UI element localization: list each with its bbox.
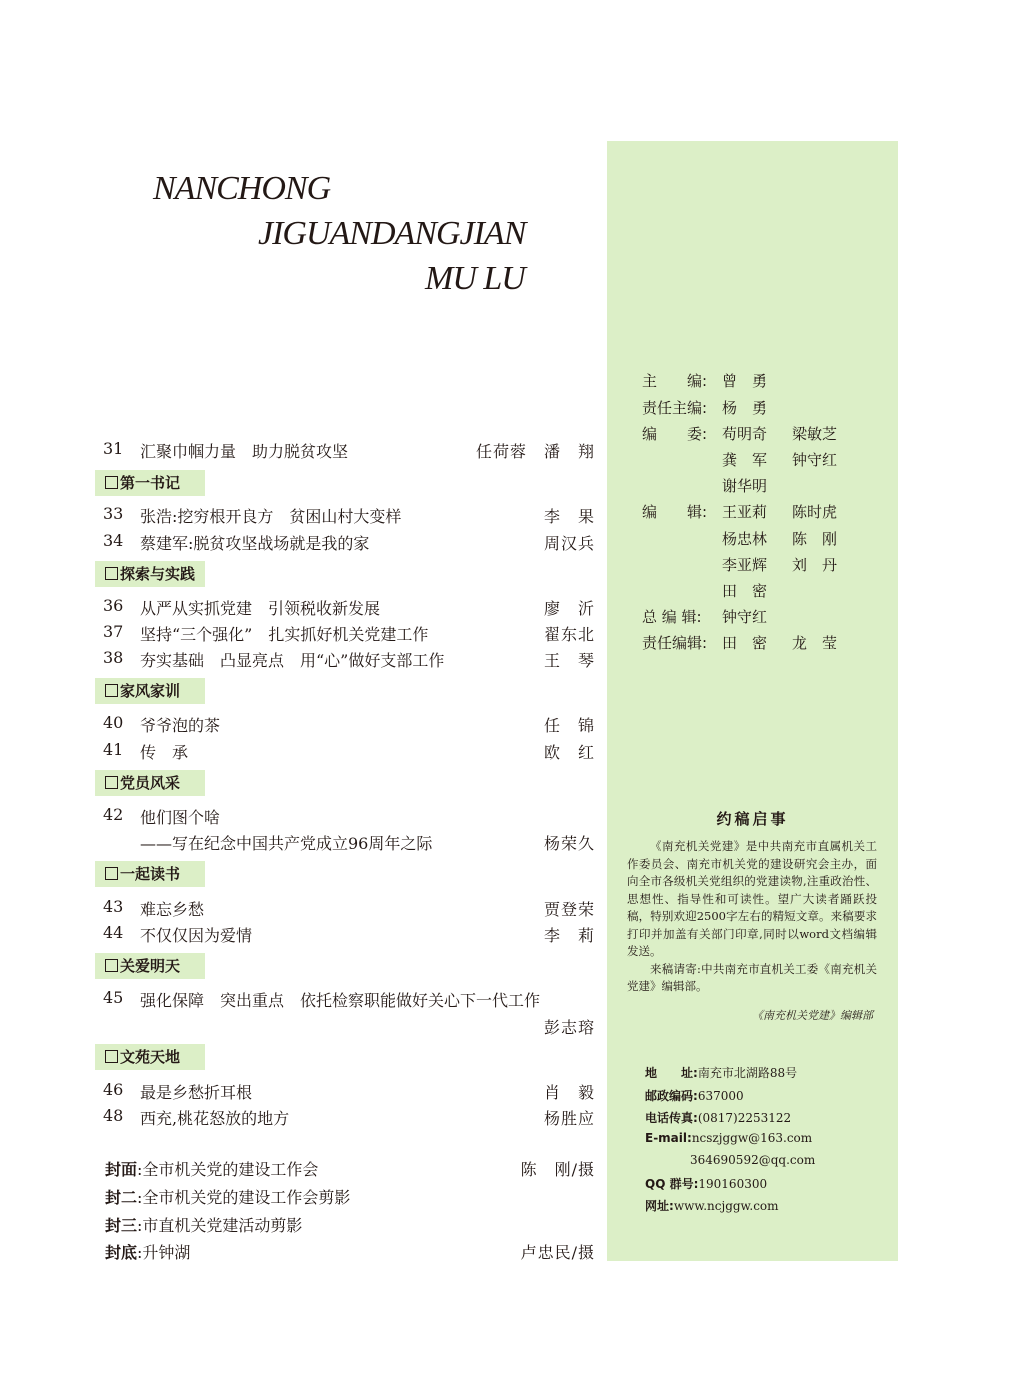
contact-value: (0817)2253122	[697, 1111, 792, 1125]
toc-author: 王 琴	[543, 651, 595, 670]
toc-entry-subtitle[interactable]	[103, 831, 595, 853]
credit-name: 谢华明	[722, 477, 768, 495]
toc-author: 李 果	[543, 507, 595, 526]
square-icon	[105, 567, 118, 580]
cover-author: 卢忠民/摄	[520, 1243, 595, 1262]
toc-author: 杨荣久	[543, 834, 595, 853]
toc-page: 36	[103, 596, 124, 615]
cover-author: 陈 刚/摄	[520, 1160, 595, 1179]
contact-value: 190160300	[698, 1177, 768, 1191]
contact-qq	[645, 1175, 767, 1192]
credit-row	[642, 554, 838, 574]
contact-value: www.ncjggw.com	[673, 1199, 779, 1213]
credit-name: 陈时虎	[792, 503, 838, 521]
toc-entry-author-line[interactable]	[103, 1015, 595, 1037]
cover-text: 全市机关党的建设工作会剪影	[142, 1188, 351, 1207]
toc-author: 李 莉	[543, 926, 595, 945]
contact-label: 邮政编码:	[645, 1089, 698, 1103]
toc-page: 46	[103, 1080, 124, 1099]
toc-page: 34	[103, 531, 124, 550]
toc-entry[interactable]	[103, 897, 595, 919]
section-heading	[95, 678, 205, 704]
toc-entry[interactable]	[103, 531, 595, 553]
section-label: 党员风采	[120, 774, 181, 792]
credit-name: 田 密	[722, 634, 768, 652]
credit-name: 刘 丹	[792, 556, 838, 574]
cover-label: 封底	[105, 1243, 138, 1262]
credit-row	[642, 475, 768, 495]
title-line-1: NANCHONG	[153, 170, 331, 207]
credit-row	[642, 632, 838, 653]
section-heading	[95, 861, 205, 887]
toc-page: 48	[103, 1106, 124, 1125]
toc-author: 彭志瑢	[543, 1018, 595, 1037]
square-icon	[105, 476, 118, 489]
credit-name: 王亚莉	[722, 503, 768, 521]
cover-text: 全市机关党的建设工作会	[142, 1160, 319, 1179]
cover-label: 封三	[105, 1216, 138, 1235]
contact-address	[645, 1064, 797, 1081]
toc-author: 杨胜应	[543, 1109, 595, 1128]
credit-row	[642, 370, 768, 391]
toc-page: 33	[103, 504, 124, 523]
credit-label: 编 辑:	[642, 503, 708, 521]
square-icon	[105, 867, 118, 880]
credit-label: 主 编:	[642, 372, 708, 390]
credit-row	[642, 580, 768, 600]
section-label: 一起读书	[120, 865, 181, 883]
credit-name: 曾 勇	[722, 372, 768, 390]
credit-label: 责任编辑:	[642, 634, 708, 652]
contact-label: 地 址:	[645, 1066, 698, 1080]
section-label: 第一书记	[120, 474, 181, 492]
toc-page: 38	[103, 648, 124, 667]
toc-page: 44	[103, 923, 124, 942]
toc-title: 传 承	[140, 743, 189, 762]
toc-title: 汇聚巾帼力量 助力脱贫攻坚	[140, 442, 349, 461]
toc-page: 37	[103, 622, 124, 641]
credit-label: 总 编 辑:	[642, 608, 702, 626]
toc-page: 45	[103, 988, 124, 1007]
toc-author: 周汉兵	[543, 534, 595, 553]
toc-author: 翟东北	[543, 625, 595, 644]
credit-row	[642, 501, 838, 522]
section-label: 探索与实践	[120, 565, 196, 583]
cover-text: 升钟湖	[142, 1243, 191, 1262]
toc-page: 42	[103, 805, 124, 824]
credit-row	[642, 528, 838, 548]
toc-page: 31	[103, 439, 124, 458]
contact-email	[645, 1131, 812, 1145]
notice-paragraph: 来稿请寄:中共南充市直机关工委《南充机关党建》编辑部。	[627, 961, 877, 993]
cover-credit: 封二:全市机关党的建设工作会剪影	[105, 1188, 351, 1207]
cover-credit: 封底:升钟湖 卢忠民/摄	[105, 1240, 595, 1264]
credit-row	[642, 423, 838, 444]
toc-title: 坚持“三个强化” 扎实抓好机关党建工作	[140, 625, 429, 644]
contact-website	[645, 1197, 779, 1214]
credit-name: 杨忠林	[722, 530, 768, 548]
toc-title: 蔡建军:脱贫攻坚战场就是我的家	[140, 534, 370, 553]
credit-name: 李亚辉	[722, 556, 768, 574]
contact-label: 电话传真:	[645, 1111, 698, 1125]
toc-page: 40	[103, 713, 124, 732]
credit-name: 钟守红	[792, 451, 838, 469]
section-label: 家风家训	[120, 682, 181, 700]
toc-entry[interactable]	[103, 740, 595, 762]
toc-entry[interactable]	[103, 622, 595, 644]
cover-credit: 封三:市直机关党建活动剪影	[105, 1216, 303, 1235]
notice-title: 约稿启事	[716, 810, 789, 828]
contact-value: 364690592@qq.com	[690, 1153, 816, 1167]
cover-text: 市直机关党建活动剪影	[142, 1216, 303, 1235]
credit-name: 苟明奇	[722, 425, 768, 443]
contact-label: 网址:	[645, 1199, 674, 1213]
contact-value: 南充市北湖路88号	[697, 1066, 798, 1080]
section-heading	[95, 1044, 205, 1070]
toc-entry[interactable]	[103, 1106, 595, 1128]
section-heading	[95, 770, 205, 796]
contact-phone	[645, 1109, 791, 1126]
toc-page: 41	[103, 740, 124, 759]
square-icon	[105, 684, 118, 697]
cover-credit: 封面:全市机关党的建设工作会 陈 刚/摄	[105, 1157, 595, 1181]
toc-entry[interactable]	[103, 1080, 595, 1102]
toc-author: 肖 毅	[543, 1083, 595, 1102]
toc-author: 廖 沂	[543, 599, 595, 618]
toc-title: 夯实基础 凸显亮点 用“心”做好支部工作	[140, 651, 445, 670]
credit-row	[642, 397, 768, 418]
square-icon	[105, 959, 118, 972]
credit-name: 梁敏芝	[792, 425, 838, 443]
section-heading	[95, 561, 205, 587]
square-icon	[105, 1050, 118, 1063]
toc-entry[interactable]	[103, 805, 595, 827]
toc-title: 从严从实抓党建 引领税收新发展	[140, 599, 381, 618]
credit-label: 责任主编:	[642, 399, 708, 417]
section-heading	[95, 953, 205, 979]
section-label: 文苑天地	[120, 1048, 181, 1066]
credit-name: 陈 刚	[792, 530, 838, 548]
square-icon	[105, 776, 118, 789]
credit-name: 杨 勇	[722, 399, 768, 417]
contact-value: ncszjggw@163.com	[691, 1131, 813, 1145]
toc-title: 爷爷泡的茶	[140, 716, 221, 735]
contact-value: 637000	[697, 1089, 744, 1103]
credit-name: 钟守红	[722, 608, 768, 626]
toc-page: 43	[103, 897, 124, 916]
toc-author: 贾登荣	[543, 900, 595, 919]
contact-label: QQ 群号:	[645, 1177, 699, 1191]
toc-entry[interactable]	[103, 988, 595, 1010]
toc-title: ——写在纪念中国共产党成立96周年之际	[140, 834, 433, 853]
title-line-3: MU LU	[425, 260, 525, 297]
toc-entry[interactable]	[103, 439, 595, 461]
credit-row	[642, 449, 838, 469]
section-label: 关爱明天	[120, 957, 181, 975]
toc-entry[interactable]	[103, 713, 595, 735]
contact-label: E-mail:	[645, 1131, 692, 1145]
toc-title: 西充,桃花怒放的地方	[140, 1109, 290, 1128]
toc-title: 最是乡愁折耳根	[140, 1083, 253, 1102]
credit-label: 编 委:	[642, 425, 708, 443]
toc-author: 欧 红	[543, 743, 595, 762]
toc-author: 任荷蓉 潘 翔	[475, 442, 595, 461]
toc-entry[interactable]	[103, 923, 595, 945]
notice-signature: 《南充机关党建》编辑部	[752, 1009, 873, 1022]
cover-label: 封面	[105, 1160, 138, 1179]
cover-label: 封二	[105, 1188, 138, 1207]
toc-entry[interactable]	[103, 648, 595, 670]
toc-title: 强化保障 突出重点 依托检察职能做好关心下一代工作	[140, 991, 541, 1010]
contact-email-2	[690, 1153, 815, 1167]
notice-body	[627, 838, 877, 996]
title-line-2: JIGUANDANGJIAN	[258, 215, 526, 252]
notice-paragraph: 《南充机关党建》是中共南充市直属机关工作委员会、南充市机关党的建设研究会主办，面向全市各级机关党组织的党建读物,注重政治性、思想性、指导性和可读性。望广大读者踊跃投稿，特别欢迎2500字左右的精短文章。来稿要求打印并加盖有关部门印章,同时以word文档编辑发送。	[627, 839, 877, 958]
section-heading	[95, 470, 205, 496]
credit-name: 龙 莹	[792, 634, 838, 652]
credit-row	[642, 606, 768, 627]
toc-title: 他们图个啥	[140, 808, 221, 827]
contact-postcode	[645, 1087, 744, 1104]
toc-author: 任 锦	[543, 716, 595, 735]
toc-title: 不仅仅因为爱情	[140, 926, 253, 945]
toc-title: 张浩:挖穷根开良方 贫困山村大变样	[140, 507, 402, 526]
toc-entry[interactable]	[103, 596, 595, 618]
credit-name: 龚 军	[722, 451, 768, 469]
credit-name: 田 密	[722, 582, 768, 600]
toc-entry[interactable]	[103, 504, 595, 526]
toc-title: 难忘乡愁	[140, 900, 205, 919]
